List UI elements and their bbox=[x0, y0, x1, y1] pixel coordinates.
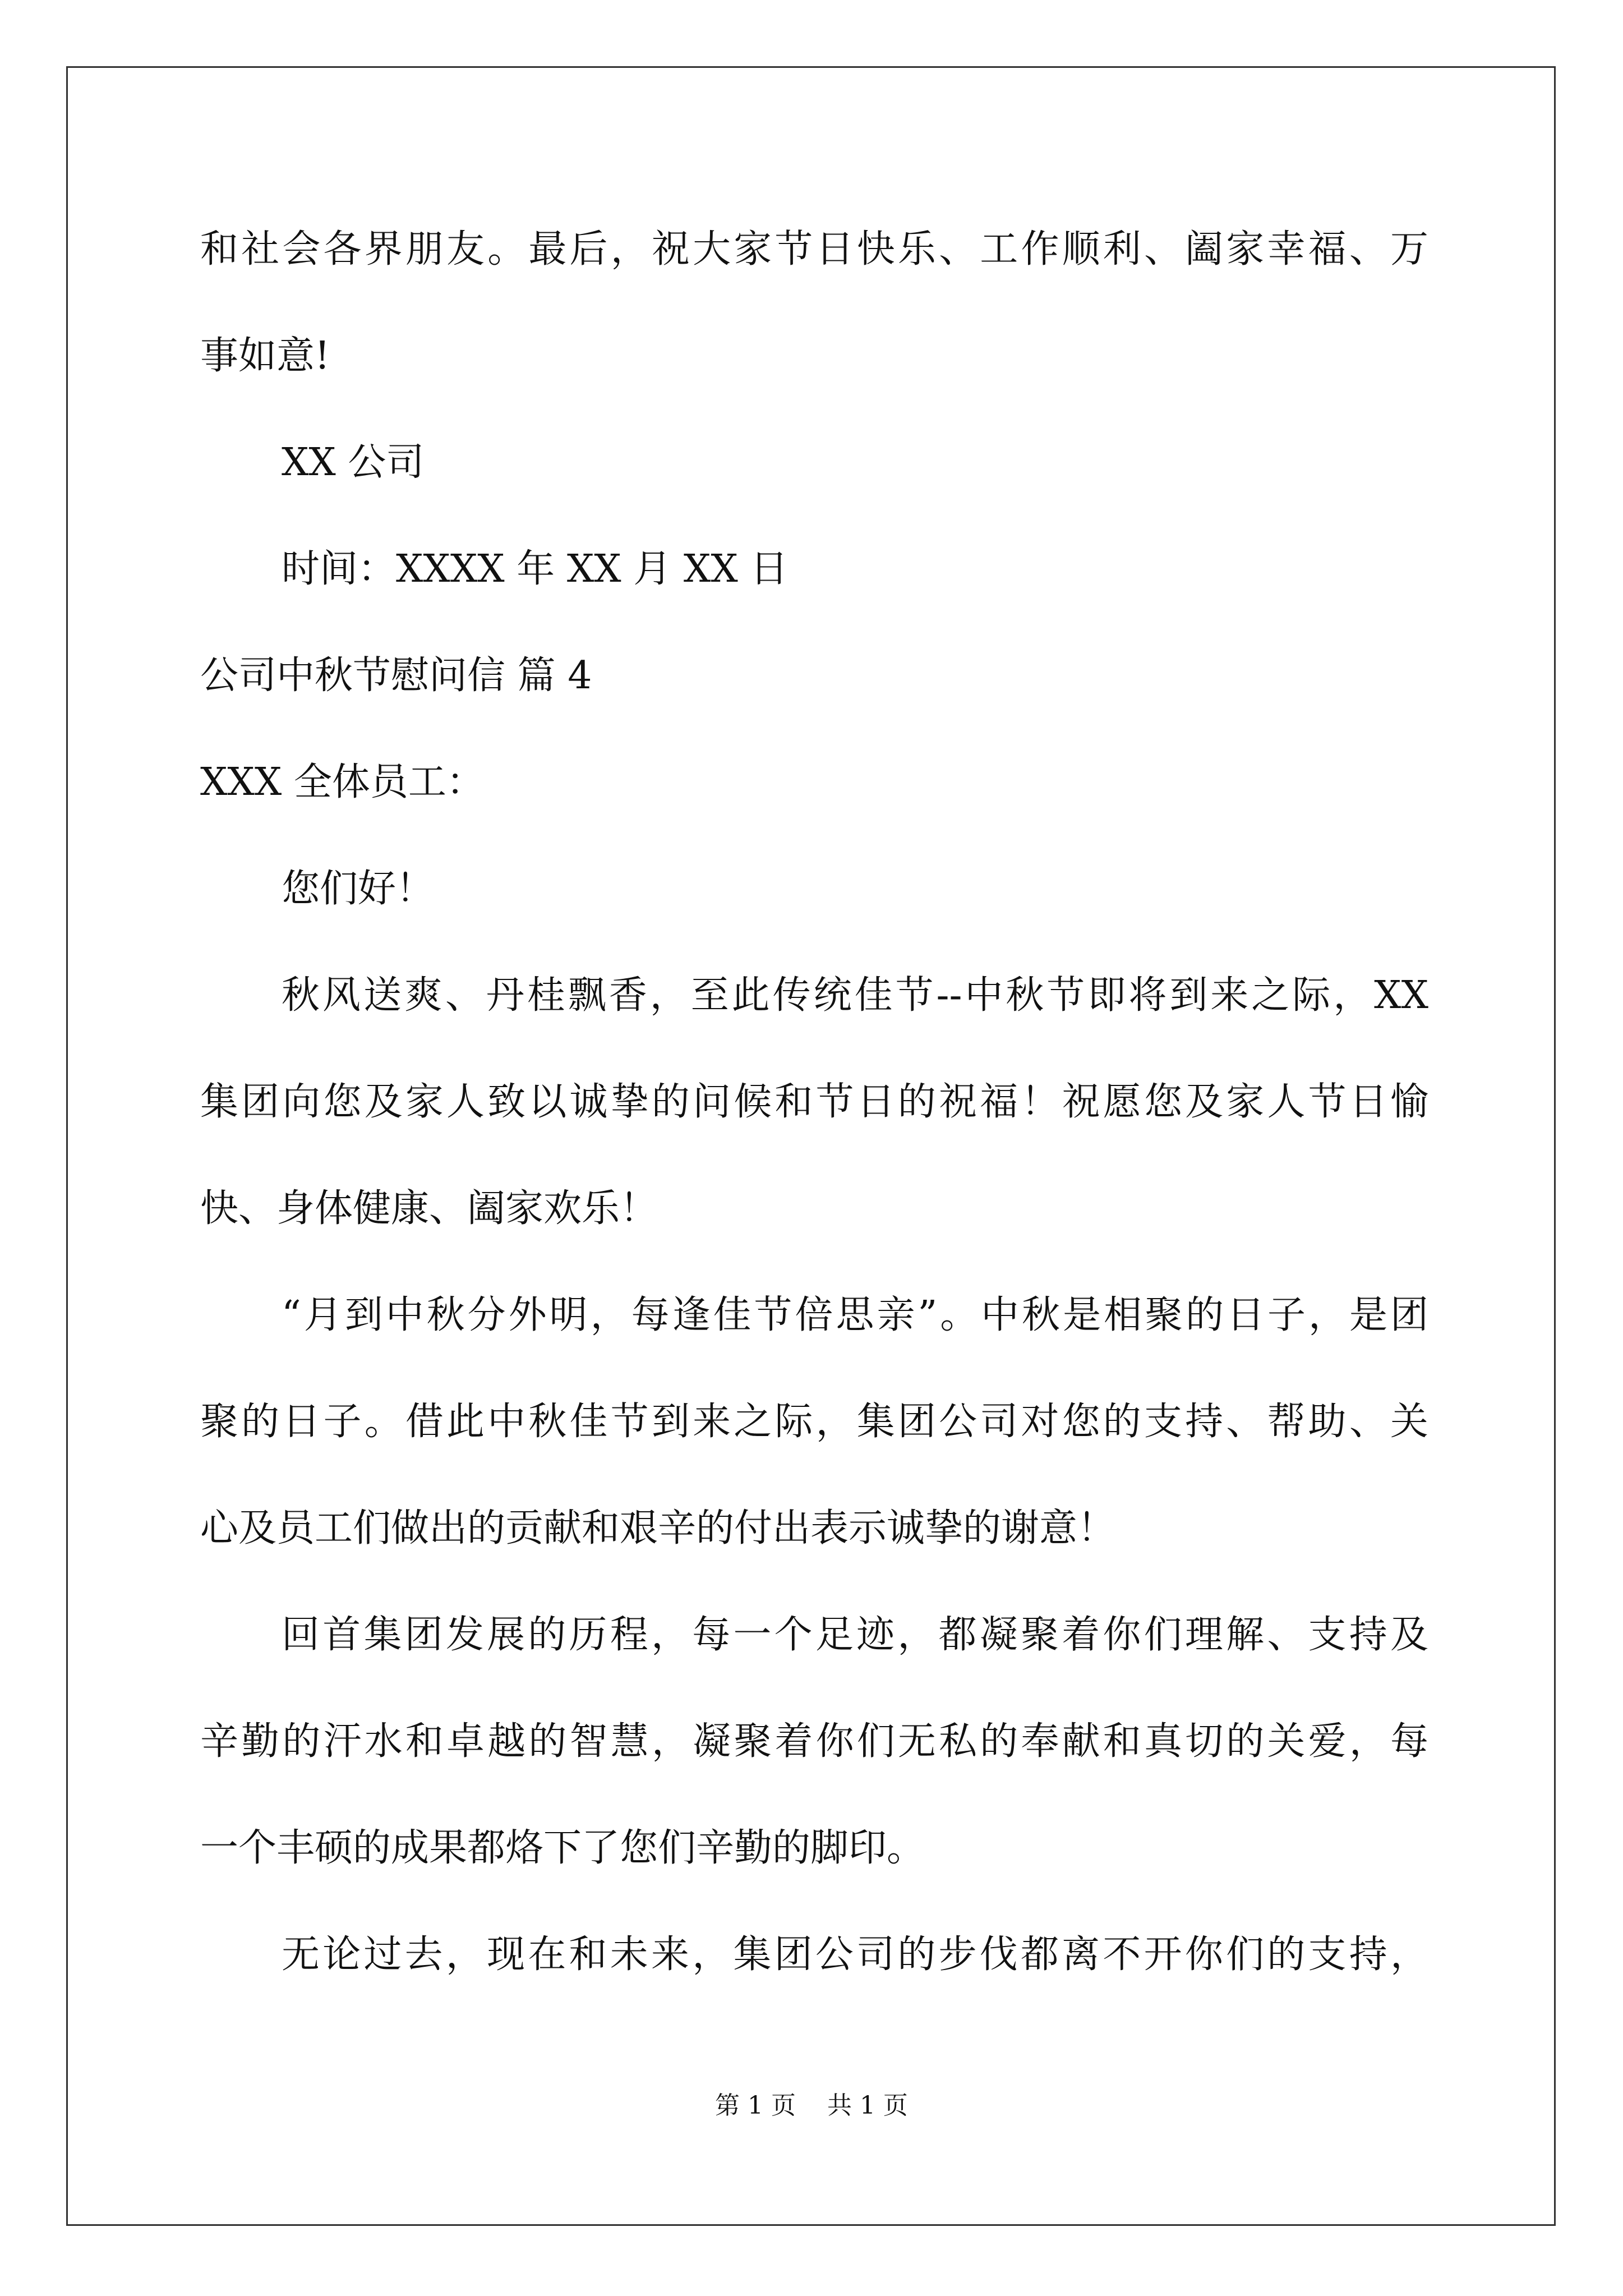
text-line: 事如意! bbox=[200, 334, 330, 378]
text-line: 和社会各界朋友。最后，祝大家节日快乐、工作顺利、阖家幸福、万 bbox=[200, 227, 1428, 272]
section-heading: 公司中秋节慰问信 篇 4 bbox=[200, 654, 592, 698]
salutation: XXX 全体员工： bbox=[200, 760, 485, 804]
text-line: 回首集团发展的历程，每一个足迹，都凝聚着你们理解、支持及 bbox=[282, 1613, 1428, 1657]
text-line: 心及员工们做出的贡献和艰辛的付出表示诚挚的谢意！ bbox=[200, 1506, 1116, 1550]
text-line: 无论过去，现在和未来，集团公司的步伐都离不开你们的支持， bbox=[282, 1932, 1428, 1977]
text-line: “月到中秋分外明，每逢佳节倍思亲”。中秋是相聚的日子，是团 bbox=[282, 1293, 1428, 1337]
page-footer: 第 1 页 共 1 页 bbox=[715, 2091, 908, 2120]
signature-date: 时间：XXXX 年 XX 月 XX 日 bbox=[282, 547, 789, 591]
text-line: 辛勤的汗水和卓越的智慧，凝聚着你们无私的奉献和真切的关爱，每 bbox=[200, 1719, 1428, 1764]
text-line: 一个丰硕的成果都烙下了您们辛勤的脚印。 bbox=[200, 1826, 925, 1870]
text-line: 集团向您及家人致以诚挚的问候和节日的祝福！祝愿您及家人节日愉 bbox=[200, 1080, 1428, 1124]
page-border bbox=[66, 66, 1556, 2226]
greeting: 您们好！ bbox=[282, 867, 435, 911]
text-line: 快、身体健康、阖家欢乐！ bbox=[200, 1186, 658, 1231]
text-line: 秋风送爽、丹桂飘香，至此传统佳节--中秋节即将到来之际，XX bbox=[282, 973, 1428, 1018]
signature-company: XX 公司 bbox=[282, 440, 425, 485]
text-line: 聚的日子。借此中秋佳节到来之际，集团公司对您的支持、帮助、关 bbox=[200, 1400, 1428, 1444]
